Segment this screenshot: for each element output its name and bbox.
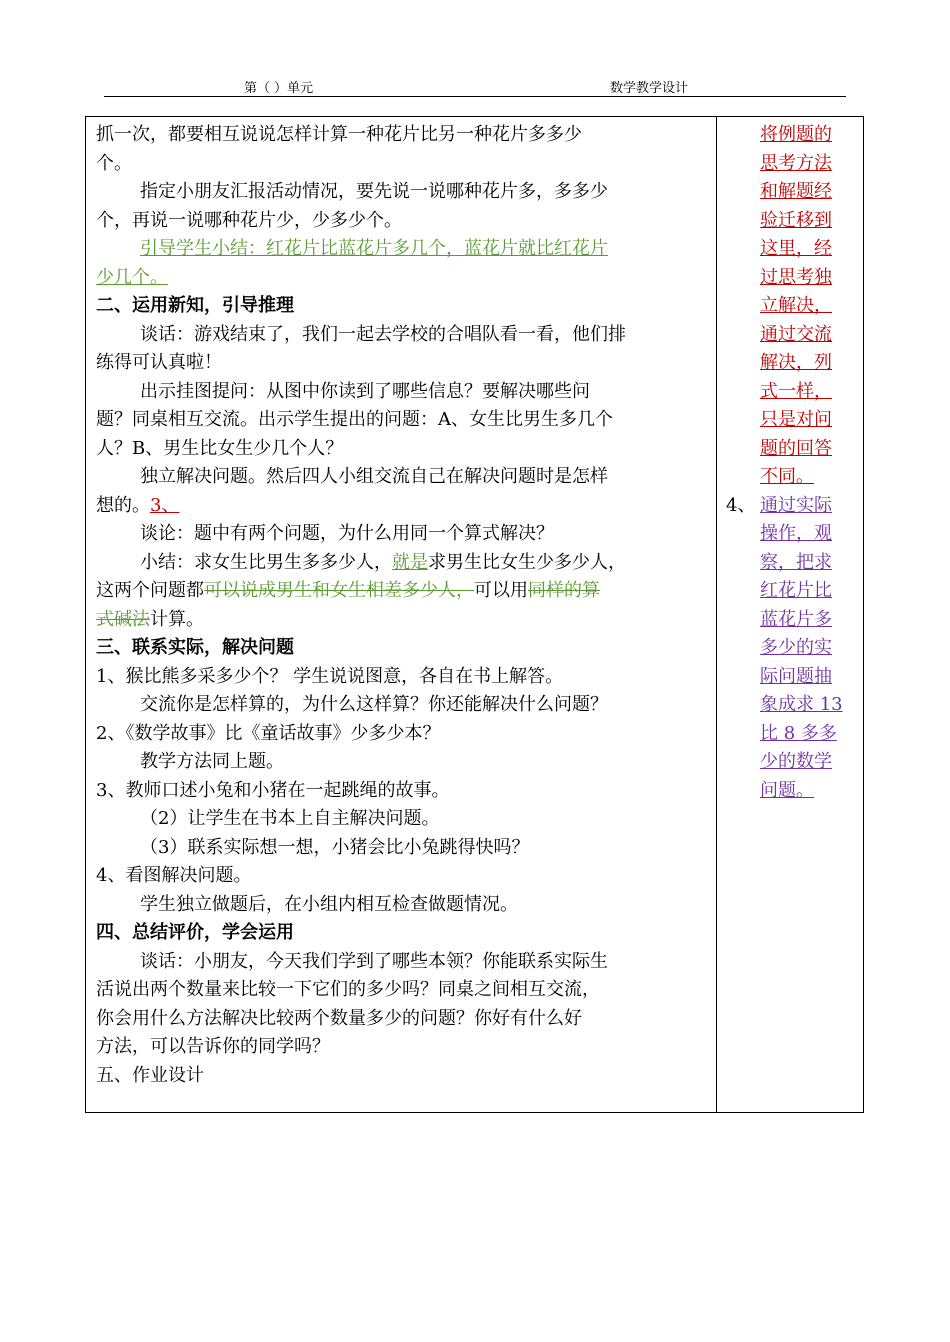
text-span: 这两个问题都 — [96, 580, 204, 601]
summary-line — [96, 235, 710, 264]
note-line: 红花片比 — [760, 580, 832, 601]
text-line: 谈话：游戏结束了，我们一起去学校的合唱队看一看，他们排 — [140, 323, 626, 345]
text-line: （2）让学生在书本上自主解决问题。 — [140, 808, 440, 829]
text-line: 1、猴比熊多采多少个？ 学生说说图意，各自在书上解答。 — [96, 665, 564, 687]
note-line: 验迁移到 — [760, 209, 832, 231]
lesson-table — [85, 116, 864, 1113]
note-line: 立解决， — [760, 295, 832, 316]
text-line: 个。 — [96, 152, 132, 174]
deleted-text: 式碱法 — [96, 608, 150, 630]
deleted-text: 可以说成男生和女生相差多少人， — [204, 580, 474, 601]
section-heading: 四、总结评价，学会运用 — [96, 922, 294, 943]
text-line — [96, 549, 710, 578]
note-line: 这里，经 — [760, 238, 832, 259]
text-span: 想的。 — [96, 494, 150, 516]
text-line — [96, 492, 710, 521]
text-span: 小结：求女生比男生多多少人， — [140, 551, 392, 573]
text-line: 抓一次，都要相互说说怎样计算一种花片比另一种花片多多少 — [96, 124, 582, 145]
text-line: 练得可认真啦！ — [96, 352, 222, 373]
text-line: 教学方法同上题。 — [140, 751, 284, 772]
header-unit: 第（ ）单元 — [244, 81, 314, 96]
section-heading: 五、作业设计 — [96, 1064, 204, 1086]
note-line: 象成求 13 — [760, 694, 843, 715]
text-span: 计算。 — [150, 608, 204, 630]
text-line: 个，再说一说哪种花片少，少多少个。 — [96, 209, 402, 231]
note-line: 将例题的 — [760, 124, 832, 145]
inserted-text: 就是 — [392, 551, 428, 573]
text-line: 2、《数学故事》比《童话故事》少多少本？ — [96, 722, 441, 744]
note-line: 不同。 — [760, 466, 814, 487]
deleted-text: 同样的算 — [528, 580, 600, 601]
note-line: 式一样， — [760, 380, 832, 402]
inserted-text: 3、 — [150, 494, 180, 516]
text-line: 人？B、男生比女生少几个人？ — [96, 437, 344, 459]
text-line — [96, 606, 710, 635]
text-line: 你会用什么方法解决比较两个数量多少的问题？你好有什么好 — [96, 1007, 582, 1029]
text-line: 3、教师口述小兔和小猪在一起跳绳的故事。 — [96, 779, 450, 801]
note-line: 思考方法 — [760, 152, 832, 174]
inserted-text: 少几个。 — [96, 266, 168, 288]
text-line: 谈论：题中有两个问题，为什么用同一个算式解决？ — [140, 523, 554, 544]
text-line: 谈话：小朋友，今天我们学到了哪些本领？你能联系实际生 — [140, 950, 608, 972]
note-line: 操作，观 — [760, 523, 832, 544]
text-line: 指定小朋友汇报活动情况，要先说一说哪种花片多，多多少 — [140, 181, 608, 202]
note-line: 察，把求 — [760, 551, 832, 573]
note-number: 4、 — [726, 494, 756, 516]
notes-column — [726, 121, 860, 805]
text-span: 求男生比女生少多少人， — [428, 551, 626, 573]
text-line: 学生独立做题后，在小组内相互检查做题情况。 — [140, 893, 518, 915]
text-line: 交流你是怎样算的，为什么这样算？你还能解决什么问题？ — [140, 694, 608, 715]
note-line: 际问题抽 — [760, 665, 832, 687]
note-line: 题的回答 — [760, 437, 832, 459]
inserted-text: 引导学生小结：红花片比蓝花片多几个，蓝花片就比红花片 — [140, 238, 608, 259]
header-title: 数学教学设计 — [610, 81, 689, 96]
note-line: 少的数学 — [760, 751, 832, 772]
note-line: 只是对问 — [760, 409, 832, 430]
summary-line — [96, 264, 710, 293]
text-line: 出示挂图提问：从图中你读到了哪些信息？要解决哪些问 — [140, 380, 590, 402]
text-span: 可以用 — [474, 580, 528, 601]
section-heading: 三、联系实际，解决问题 — [96, 637, 294, 658]
text-line: 题？同桌相互交流。出示学生提出的问题：A、女生比男生多几个 — [96, 409, 613, 430]
column-divider — [716, 117, 717, 1112]
note-line: 蓝花片多 — [760, 608, 832, 630]
note-line: 通过交流 — [760, 323, 832, 345]
main-column — [96, 121, 710, 1090]
text-line: 4、看图解决问题。 — [96, 865, 252, 886]
page-header — [104, 74, 846, 97]
note-line: 通过实际 — [760, 494, 832, 516]
text-line: 活说出两个数量来比较一下它们的多少吗？同桌之间相互交流， — [96, 979, 600, 1000]
text-line — [96, 577, 710, 606]
note-line: 多少的实 — [760, 637, 832, 658]
note-item-4 — [726, 492, 860, 521]
note-line: 过思考独 — [760, 266, 832, 288]
note-line: 问题。 — [760, 779, 814, 801]
note-line: 和解题经 — [760, 181, 832, 202]
note-line: 比 8 多多 — [760, 722, 837, 744]
section-heading: 二、运用新知，引导推理 — [96, 295, 294, 316]
text-line: （3）联系实际想一想，小猪会比小兔跳得快吗？ — [140, 836, 530, 858]
text-line: 方法，可以告诉你的同学吗？ — [96, 1036, 330, 1057]
text-line: 独立解决问题。然后四人小组交流自己在解决问题时是怎样 — [140, 466, 608, 487]
note-line: 解决，列 — [760, 352, 832, 373]
